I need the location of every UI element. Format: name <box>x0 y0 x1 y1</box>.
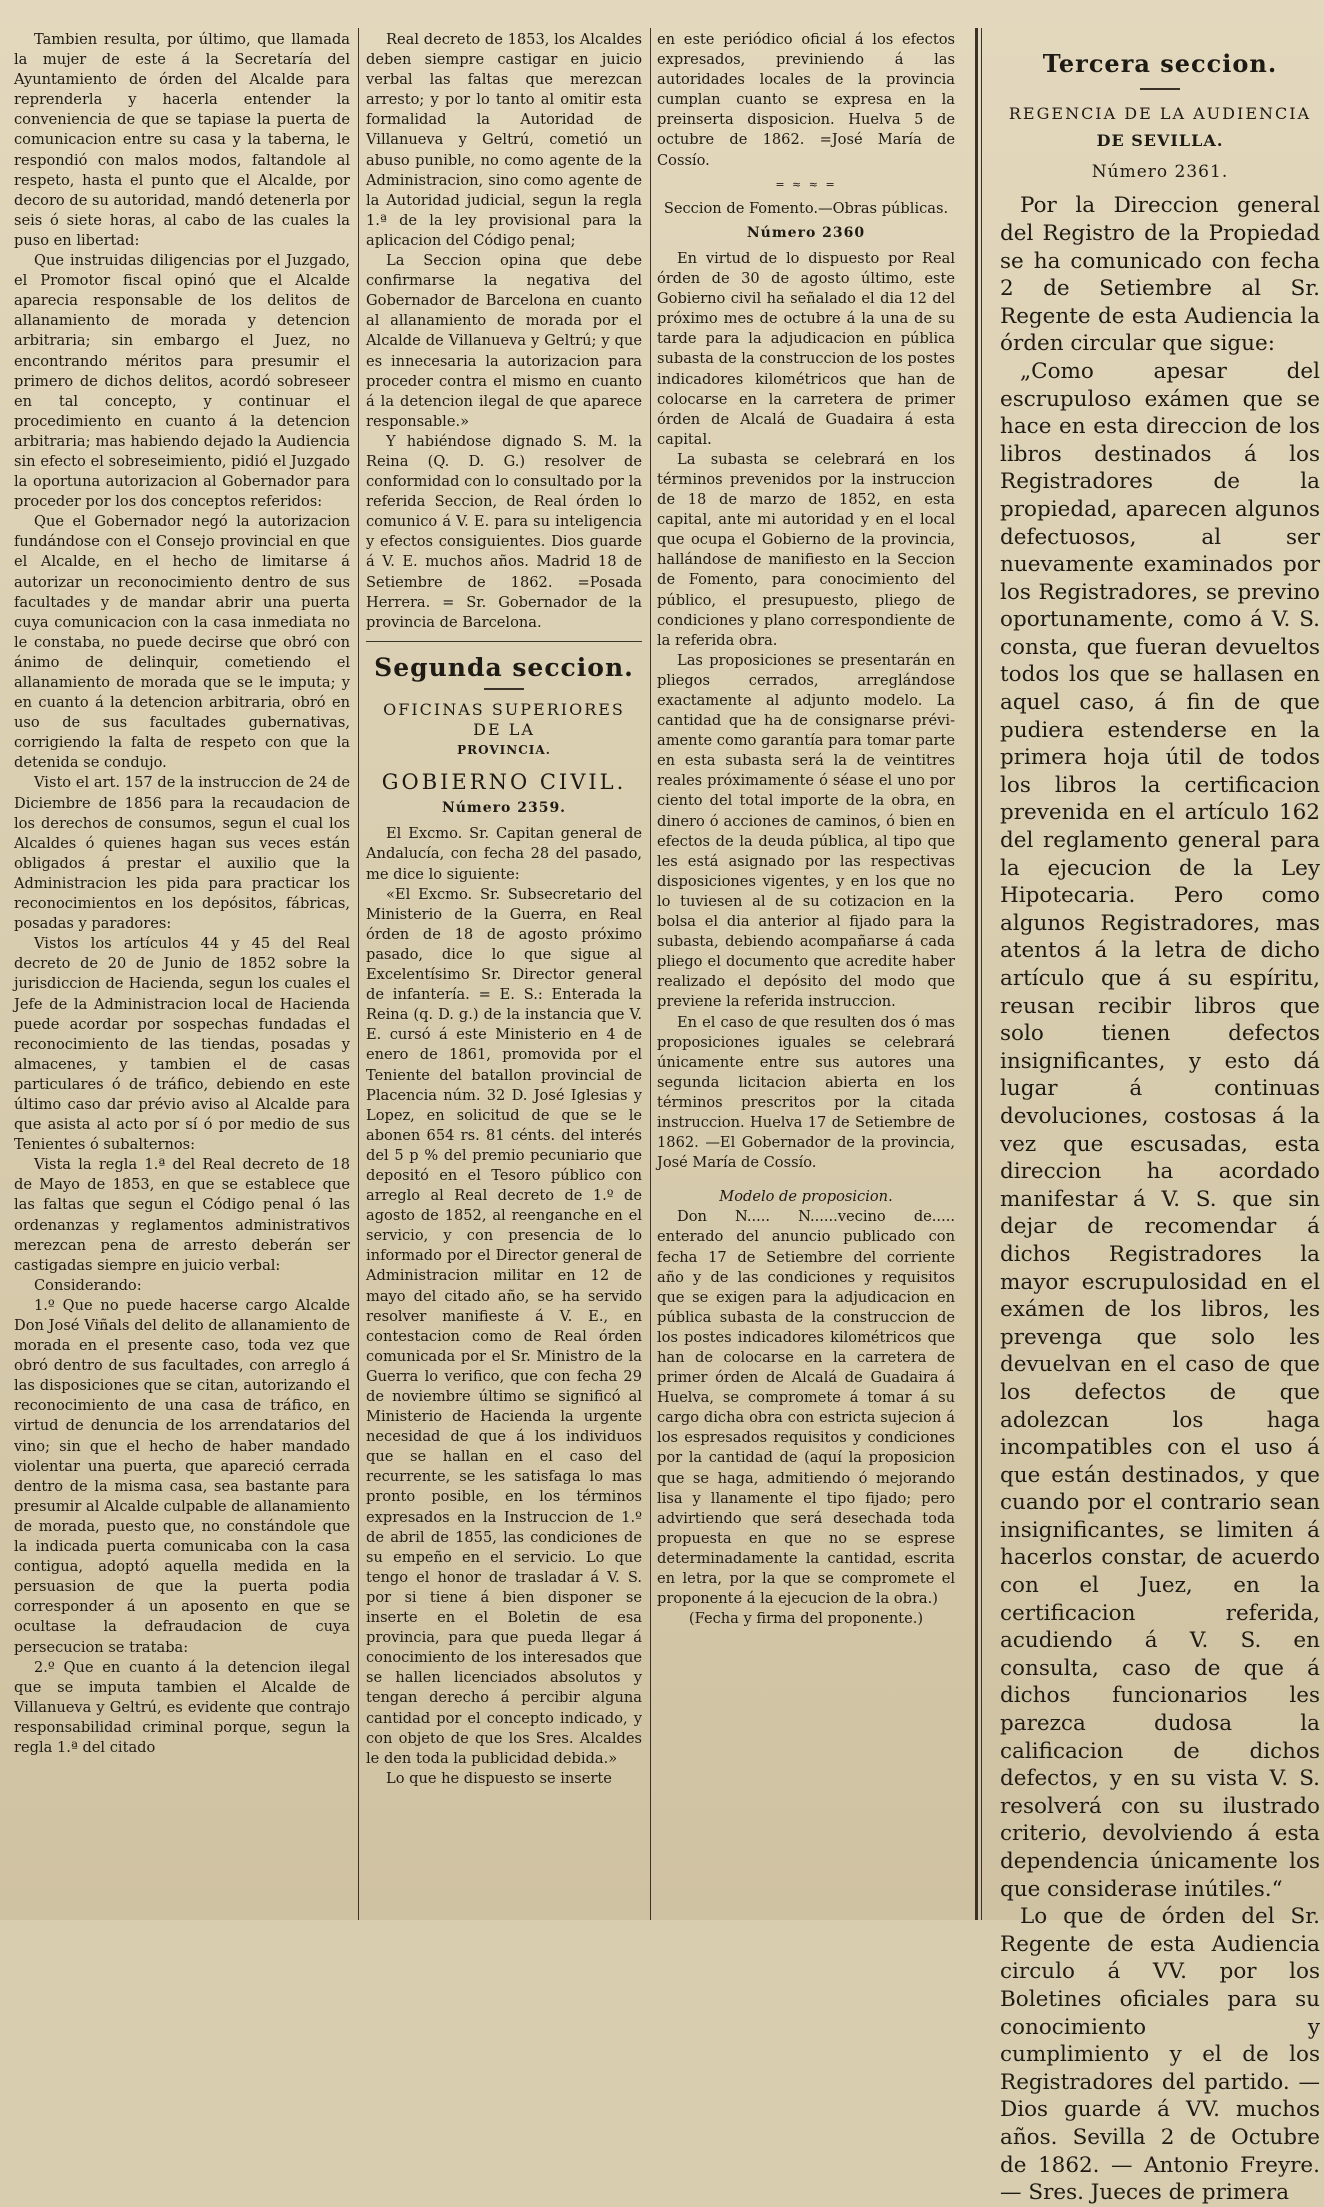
column-rule-double <box>981 28 982 1920</box>
section-divider <box>366 641 642 642</box>
column-1 <box>14 30 350 1920</box>
section-heading: REGENCIA DE LA AUDIENCIA <box>1008 103 1312 123</box>
column-2 <box>366 30 642 1920</box>
notice-number: Número 2361. <box>1091 161 1229 182</box>
paragraph: Vista la regla 1.ª del Real decreto de 18 de Mayo de 1853, en que se establece que las faltas que segun el Código penal ó las ordenanzas y reglamentos administrativos merezcan pena de arresto deberán ser castigadas siempre en juicio verbal: <box>14 1156 350 1274</box>
column-rule <box>650 28 651 1920</box>
paragraph: El Excmo. Sr. Capitan general de Andalucía, con fecha 28 del pasado, me dice lo siguiente: <box>366 825 642 883</box>
paragraph: Las proposiciones se presentarán en pliegos cerrados, arreglándose exactamente al adjunto modelo. La cantidad que ha de consignarse préviamente como garantía para tomar parte en esta subasta será la de veintitres reales próximamente ó séase el uno por ciento del total importe de la obra, en dinero ó acciones de caminos, ó bien en efectos de la deuda pública, al tipo que les está asignado por las respectivas disposiciones vigentes, y en los que no lo tuviesen al de su cotizacion en la bolsa el dia anterior al fijado para la subasta, debiendo acompañarse á cada pliego el documento que acredite haber realizado el depósito del modo que previene la referida instruccion. <box>657 651 955 1011</box>
column-rule <box>358 28 359 1920</box>
section-title: Tercera seccion. <box>1042 49 1278 78</box>
column-4 <box>1000 30 1320 2206</box>
paragraph: Que el Gobernador negó la autorizacion fundándose con el Consejo provincial en que el Alcalde, en el hecho de limitarse á autorizar un reconocimiento dentro de sus facultades y de mandar abrir una puerta cuya comunicacion con la casa inmediata no le constaba, no puede decirse que obró con ánimo de delinquir, cometiendo el allanamiento de morada que se le imputa; y en cuanto á la detencion arbitraria, obró en uso de sus facultades gubernativas, corrigiendo la falta de respeto con que la detenida se condujo. <box>14 513 350 772</box>
section-heading: Seccion de Fomento.—Obras públicas. <box>663 199 949 217</box>
paragraph: «El Excmo. Sr. Subsecretario del Ministerio de la Guerra, en Real órden de 18 de agosto próximo pasado, dice lo que sigue al Excelentísimo Sr. Director general de infantería. = E. S.: Enterada la Reina (q. D. g.) de la instancia que V. E. cursó á este Ministerio en 4 de enero de 1861, promovida por el Teniente del batallon provincial de Placencia núm. 32 D. José Iglesias y Lopez, en solicitud de que se le abonen 654 rs. 81 cénts. del interés del 5 p % del premio pecuniario que depositó en el Tesoro público con arreglo al Real decreto de 1.º de agosto de 1852, al reenganche en el servicio, y con presencia de lo informado por el Director general de Administracion militar en 12 de mayo del citado año, se ha servido resolver manifieste á V. E., en contestacion como de Real órden comunicada por el Sr. Ministro de la Guerra lo verifico, que con fecha 29 de noviembre último se significó al Ministerio de Hacienda la urgente necesidad de que á los individuos que se hallan en el caso del recurrente, se les satisfaga lo mas pronto posible, en los términos expresados en la Instruccion de 1.º de abril de 1855, las condiciones de su empeño en el servicio. Lo que tengo el honor de trasladar á V. S. por si tiene á bien disponer se inserte en el Boletin de esa provincia, para que pueda llegar á conocimiento de los interesados que se hallen licenciados absolutos y tengan derecho á percibir alguna cantidad por el concepto indicado, y con objeto de que los Sres. Alcaldes le den toda la publicidad debida.» <box>366 885 642 1767</box>
paragraph: La Seccion opina que debe confirmarse la negativa del Gobernador de Barcelona en cuanto al allanamiento de morada por el Alcalde de Villanueva y Geltrú; y que es innecesaria la autorizacion para proceder contra el mismo en cuanto á la detencion ilegal de que aparece responsable.» <box>366 252 642 430</box>
paragraph: Y habiéndose dignado S. M. la Reina (Q. D. G.) resolver de conformidad con lo consultado por la referida Seccion, de Real órden lo comunico á V. E. para su inteligencia y efectos consiguientes. Dios guarde á V. E. muchos años. Madrid 18 de Setiembre de 1862. =Posada Herrera. = Sr. Gobernador de la provincia de Barcelona. <box>366 432 642 631</box>
notice-number: Número 2359. <box>441 800 567 817</box>
office-subtitle: PROVINCIA. <box>457 743 551 758</box>
paragraph: Real decreto de 1853, los Alcaldes deben siempre castigar en juicio verbal las faltas que merezcan arresto; y por lo tanto al omitir esta formalidad la Autoridad de Villanueva y Geltrú, cometió un abuso punible, no como agente de la Administracion, sino como agente de la Autoridad judicial, segun la regla 1.ª de la ley provisional para la aplicacion del Código penal; <box>366 31 642 249</box>
paragraph: Por la Direccion general del Registro de la Propiedad se ha comunicado con fecha 2 de Setiembre al Sr. Regente de esta Audiencia la órden circular que sigue: <box>1000 193 1320 357</box>
short-rule <box>484 688 524 690</box>
paragraph: 1.º Que no puede hacerse cargo Alcalde Don José Viñals del delito de allanamiento de morada en el presente caso, toda vez que obró dentro de sus facultades, con arreglo á las disposiciones que se citan, autorizando el reconocimiento de una casa de tráfico, en virtud de denuncia de los arrendatarios del vino; sin que el hecho de haber mandado violentar una puerta, que apareció cerrada dentro de la misma casa, sea bastante para presumir al Alcalde culpable de allanamiento de morada, puesto que, no constándole que la indicada puerta comunicaba con la casa contigua, adoptó aquella medida en la persuasion de que la puerta podia corresponder á un aposento en que se ocultase la defraudacion de cuya persecucion se trataba: <box>14 1296 350 1656</box>
paragraph: En virtud de lo dispuesto por Real órden de 30 de agosto último, este Gobierno civil ha señalado el dia 12 del próximo mes de octubre á la una de su tarde para la adjudicacion en pública subasta de la construccion de los postes indicadores kilométricos que han de colocarse en la carretera de primer órden de Alcalá de Guadaira á esta capital. <box>657 249 955 448</box>
notice-number: Número 2360 <box>746 224 866 241</box>
paragraph: 2.º Que en cuanto á la detencion ilegal que se imputa tambien el Alcalde de Villanueva y Geltrú, es evidente que contrajo responsabilidad criminal porque, segun la regla 1.ª del citado <box>14 1658 350 1756</box>
signature-line: (Fecha y firma del proponente.) <box>688 1610 924 1628</box>
section-title: Segunda seccion. <box>374 652 634 682</box>
model-text: Don N..... N......vecino de..... enterado del anuncio publicado con fecha 17 de Setiembre del corriente año y de las condiciones y requisitos que se exigen para la adjudicacion en pública subasta de la construccion de los postes indicadores kilométricos que han de colocarse en la carretera de primer órden de Alcalá de Guadaira á Huelva, se compromete á tomar á su cargo dicha obra con estricta sujecion á los espresados requisitos y condiciones por la cantidad de (aquí la proposicion que se haga, admitiendo ó mejorando lisa y llanamente el tipo fijado; pero advirtiendo que será desechada toda propuesta en que no se esprese determinadamente la cantidad, escrita en letra, por la que se compromete el proponente á la ejecucion de la obra.) <box>657 1208 955 1608</box>
column-3 <box>657 30 955 1920</box>
paragraph: La subasta se celebrará en los términos prevenidos por la instruccion de 18 de marzo de 1852, en esta capital, ante mi autoridad y en el local que ocupa el Gobierno de la provincia, hallándose de manifiesto en la Seccion de Fomento, para conocimiento del público, el presupuesto, pliego de condiciones y plano correspondiente de la referida obra. <box>657 450 955 649</box>
paragraph: Tambien resulta, por último, que llamada la mujer de este á la Secretaría del Ayuntamiento de órden del Alcalde para reprenderla y hacerla entender la conveniencia de que se tapiase la puerta de comunicacion entre su casa y la taberna, le respondió con malos modos, faltandole al respeto, hasta el punto que el Alcalde, por decoro de su autoridad, mandó detenerla por seis ó siete horas, al cabo de las cuales la puso en libertad: <box>14 31 350 249</box>
model-title: Modelo de proposicion. <box>719 1188 893 1206</box>
government-title: GOBIERNO CIVIL. <box>381 770 627 795</box>
paragraph: Visto el art. 157 de la instruccion de 24 de Diciembre de 1856 para la recaudacion de los derechos de consumos, segun el cual los Alcaldes ó quienes hagan sus veces están obligados á prestar el auxilio que la Administracion les pida para practicar los reconocimientos en los depósitos, fábricas, posadas y paradores: <box>14 774 350 933</box>
paragraph: Lo que de órden del Sr. Regente de esta Audiencia circulo á VV. por los Boletines oficiales para su conocimiento y cumplimiento y el de los Registradores del partido. — Dios guarde á VV. muchos años. Sevilla 2 de Octubre de 1862. — Antonio Freyre. — Sres. Jueces de primera <box>1000 1904 1320 2206</box>
short-rule <box>1140 88 1180 90</box>
paragraph: „Como apesar del escrupuloso exámen que se hace en esta direccion de los libros destinados á los Registradores de la propiedad, aparecen algunos defectuosos, al ser nuevamente examinados por los Registradores, se previno oportunamente, como á V. S. consta, que fueran devueltos todos los que se hallasen en aquel caso, á fin de que pudiera estenderse en la primera hoja útil de todos los libros la certificacion prevenida en el artículo 162 del reglamento general para la ejecucion de la Ley Hipotecaria. Pero como algunos Registradores, mas atentos á la letra de dicho artículo que á su espíritu, reusan recibir libros que solo tienen defectos insignificantes, y esto dá lugar á continuas devoluciones, costosas á la vez que escusadas, esta direccion ha acordado manifestar á V. S. que sin dejar de recomendar á dichos Registradores la mayor escrupulosidad en el exámen de los libros, les prevenga que solo les devuelvan en el caso de que los defectos de que adolezcan los haga incompatibles con el uso á que están destinados, y que cuando por el contrario sean insignificantes, se limiten á hacerlos constar, de acuerdo con el Juez, en la certificacion referida, acudiendo á V. S. en consulta, caso de que á dichos funcionarios les parezca dudosa la calificacion de dichos defectos, y en su vista V. S. resolverá con su ilustrado criterio, devolviendo á esta dependencia únicamente los que considerase inútiles.“ <box>1000 358 1320 1902</box>
separator-ornament: = ≈ ≈ = <box>775 177 837 191</box>
paragraph: Que instruidas diligencias por el Juzgado, el Promotor fiscal opinó que el Alcalde aparecia responsable de los delitos de allanamiento de morada y detencion arbitraria; sin embargo el Juez, no encontrando méritos para presumir el primero de dichos delitos, acordó sobreseer en tal concepto, y continuar el procedimiento en cuanto á la detencion arbitraria; mas habiendo dejado la Audiencia sin efecto el sobreseimiento, pidió el Juzgado la oportuna autorizacion al Gobernador para proceder por los dos conceptos referidos: <box>14 252 350 511</box>
paragraph: Lo que he dispuesto se inserte <box>386 1769 612 1787</box>
section-subheading: DE SEVILLA. <box>1096 131 1224 151</box>
paragraph: en este periódico oficial á los efectos expresados, previniendo á las autoridades locales de la provincia cumplan cuanto se expresa en la preinserta disposicion. Huelva 5 de octubre de 1862. =José María de Cossío. <box>657 31 955 169</box>
paragraph: Vistos los artículos 44 y 45 del Real decreto de 20 de Junio de 1852 sobre la jurisdiccion de Hacienda, segun los cuales el Jefe de la Administracion local de Hacienda puede acordar por sospechas fundadas el reconocimiento de las tiendas, posadas y almacenes, y tambien el de casas particulares ó de tráfico, debiendo en este último caso dar prévio aviso al Alcalde para que asista al acto por sí ó por medio de sus Tenientes ó subalternos: <box>14 935 350 1154</box>
office-title: OFICINAS SUPERIORES DE LA <box>383 699 625 739</box>
column-rule-double <box>975 28 978 1920</box>
paragraph: En el caso de que resulten dos ó mas proposiciones iguales se celebrará únicamente entre sus autores una segunda licitacion abierta en los términos prescritos por la citada instruccion. Huelva 17 de Setiembre de 1862. —El Gobernador de la provincia, José María de Cossío. <box>657 1013 955 1172</box>
paragraph: Considerando: <box>34 1276 142 1294</box>
